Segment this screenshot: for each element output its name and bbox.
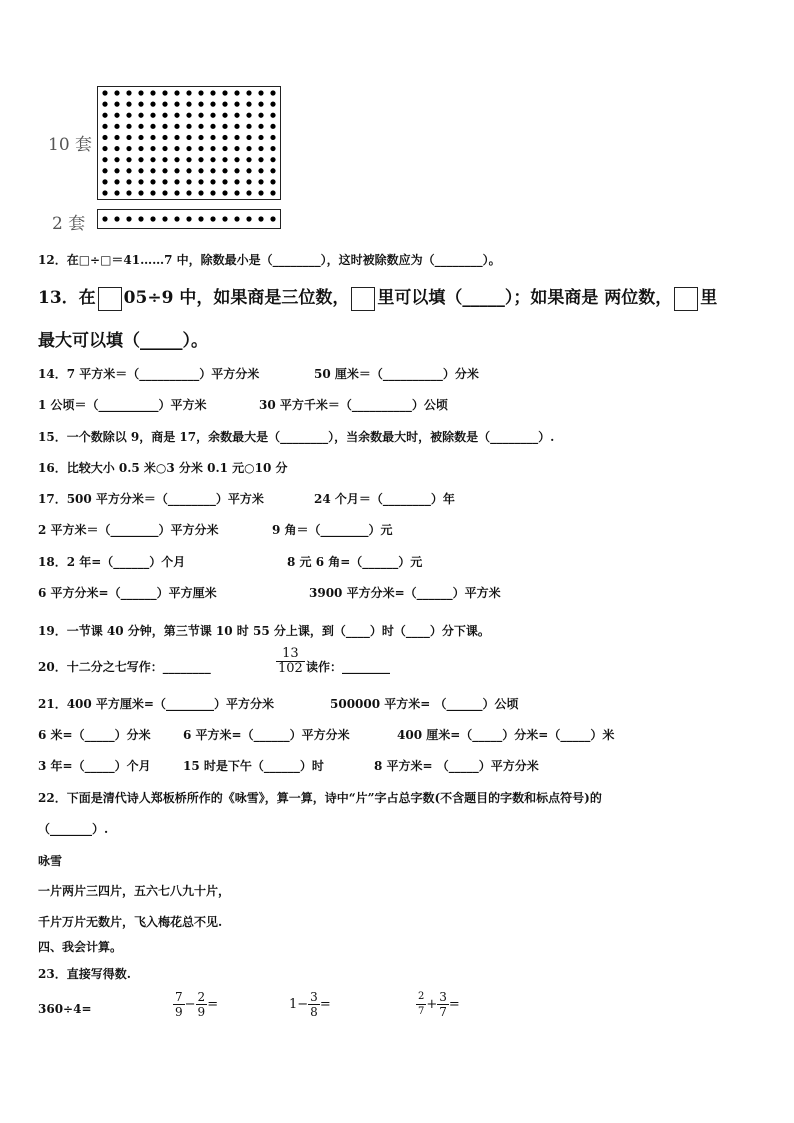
dot — [138, 135, 143, 140]
poem-title: 咏雪 — [38, 854, 63, 868]
dot — [222, 168, 227, 173]
dot — [126, 124, 131, 129]
dot — [246, 113, 251, 118]
calc-2-num-2: 2 — [197, 990, 206, 1004]
dot — [222, 179, 227, 184]
dot — [114, 146, 119, 151]
dot — [150, 113, 155, 118]
calc-3-equals: = — [319, 997, 331, 1012]
dot — [138, 113, 143, 118]
question-17-d: 9 角＝（________）元 — [272, 523, 393, 537]
dot — [270, 216, 275, 221]
dot — [210, 135, 215, 140]
dot — [114, 135, 119, 140]
dot — [102, 190, 107, 195]
dot — [270, 124, 275, 129]
dot — [174, 124, 179, 129]
q13-part-a: 13．在 — [38, 288, 96, 308]
calc-2-den-2: 9 — [197, 1005, 206, 1019]
blank-box-3[interactable] — [674, 287, 698, 311]
dot — [174, 179, 179, 184]
dot-grid-bottom-svg — [98, 210, 280, 228]
calc-4-num-1: 2 — [416, 990, 426, 1005]
dot — [258, 146, 263, 151]
dot — [210, 124, 215, 129]
dot — [246, 90, 251, 95]
poem-line-1: 一片两片三四片，五六七八九十片， — [38, 884, 231, 898]
dot — [126, 157, 131, 162]
calc-3-den: 8 — [310, 1005, 318, 1019]
dot — [210, 102, 215, 107]
dot — [234, 146, 239, 151]
dot — [210, 168, 215, 173]
dot — [198, 157, 203, 162]
dot — [102, 135, 107, 140]
dot — [270, 90, 275, 95]
dot — [126, 135, 131, 140]
question-21-b: 500000 平方米= （______）公顷 — [330, 697, 519, 711]
dot — [258, 190, 263, 195]
dot — [114, 113, 119, 118]
calc-4-den-2: 7 — [439, 1005, 447, 1019]
dot — [162, 135, 167, 140]
dot — [162, 216, 167, 221]
dot — [186, 216, 191, 221]
dot — [162, 90, 167, 95]
dot — [126, 102, 131, 107]
question-21-a: 21．400 平方厘米=（________）平方分米 — [38, 697, 274, 711]
dot — [222, 190, 227, 195]
dot — [258, 124, 263, 129]
dot — [198, 113, 203, 118]
dot-grid-1-row — [97, 209, 281, 229]
question-20-fraction — [276, 647, 305, 676]
question-20-a: 20．十二分之七写作：________ — [38, 660, 211, 674]
dot — [126, 179, 131, 184]
dot — [138, 168, 143, 173]
dot — [114, 216, 119, 221]
calc-3 — [289, 990, 331, 1019]
question-21-c: 6 米=（_____）分米 — [38, 728, 151, 742]
blank-box-1[interactable] — [98, 287, 122, 311]
dot — [270, 168, 275, 173]
dot — [222, 146, 227, 151]
calc-3-num: 3 — [310, 990, 318, 1004]
question-14-c: 1 公顷＝（__________）平方米 — [38, 398, 207, 412]
dot — [186, 113, 191, 118]
dot — [162, 146, 167, 151]
figure-label-2-sets: 2 套 — [52, 214, 86, 234]
dot — [222, 216, 227, 221]
question-14-d: 30 平方千米＝（__________）公顷 — [259, 398, 448, 412]
dot — [198, 190, 203, 195]
calc-2-operator: − — [184, 997, 196, 1012]
dot — [234, 135, 239, 140]
dot — [186, 168, 191, 173]
dot — [210, 179, 215, 184]
question-21-e: 400 厘米=（_____）分米=（_____）米 — [397, 728, 615, 742]
question-17-c: 2 平方米＝（________）平方分米 — [38, 523, 219, 537]
dot — [234, 90, 239, 95]
calc-4-num-2: 3 — [439, 990, 447, 1004]
dot — [114, 157, 119, 162]
dot — [150, 146, 155, 151]
dot — [162, 113, 167, 118]
dot — [246, 124, 251, 129]
dot — [186, 179, 191, 184]
dot — [174, 190, 179, 195]
calc-1: 360÷4= — [38, 1002, 92, 1016]
dot — [126, 168, 131, 173]
dot — [174, 113, 179, 118]
dot — [102, 216, 107, 221]
dot — [162, 102, 167, 107]
dot — [258, 179, 263, 184]
q13-part-c: 里可以填（_____）；如果商是 两位数， — [377, 288, 673, 308]
dot — [258, 135, 263, 140]
dot — [270, 179, 275, 184]
dot — [234, 102, 239, 107]
dot — [198, 216, 203, 221]
dot — [138, 157, 143, 162]
dot — [126, 146, 131, 151]
section-4-heading: 四、我会计算。 — [38, 940, 123, 954]
dot — [210, 146, 215, 151]
fraction-denominator: 102 — [278, 661, 303, 676]
question-17-a: 17．500 平方分米＝（________）平方米 — [38, 492, 264, 506]
dot — [102, 102, 107, 107]
calc-4-den-1: 7 — [418, 1006, 425, 1017]
dot — [234, 190, 239, 195]
dot — [210, 216, 215, 221]
dot — [162, 190, 167, 195]
calc-2-den-1: 9 — [175, 1005, 183, 1019]
dot — [270, 146, 275, 151]
dot — [150, 90, 155, 95]
dot — [186, 146, 191, 151]
dot — [126, 90, 131, 95]
dot — [258, 216, 263, 221]
dot — [174, 90, 179, 95]
dot — [114, 168, 119, 173]
dot — [270, 102, 275, 107]
question-18-d: 3900 平方分米=（______）平方米 — [309, 586, 501, 600]
blank-box-2[interactable] — [351, 287, 375, 311]
dot — [138, 190, 143, 195]
question-12: 12．在□÷□＝41……7 中，除数最小是（________），这时被除数应为（________）。 — [38, 253, 501, 267]
question-17-b: 24 个月＝（________）年 — [314, 492, 455, 506]
dot — [186, 135, 191, 140]
dot — [198, 146, 203, 151]
question-18-c: 6 平方分米=（______）平方厘米 — [38, 586, 217, 600]
dot — [150, 190, 155, 195]
figure-label-10-sets: 10 套 — [48, 135, 93, 155]
question-21-d: 6 平方米=（______）平方分米 — [183, 728, 350, 742]
dot — [234, 179, 239, 184]
dot — [186, 190, 191, 195]
dot — [174, 168, 179, 173]
dot — [114, 190, 119, 195]
dot — [186, 157, 191, 162]
dot — [114, 102, 119, 107]
question-14-a: 14．7 平方米＝（__________）平方分米 — [38, 367, 260, 381]
dot — [150, 102, 155, 107]
dot — [186, 124, 191, 129]
dot — [126, 113, 131, 118]
dot — [150, 135, 155, 140]
dot — [102, 113, 107, 118]
calc-2-num-1: 7 — [175, 990, 183, 1004]
dot — [162, 179, 167, 184]
dot — [174, 157, 179, 162]
calc-2 — [173, 990, 218, 1019]
question-18-a: 18．2 年=（______）个月 — [38, 555, 186, 569]
question-13-line-1 — [38, 283, 717, 311]
dot — [246, 190, 251, 195]
dot — [126, 190, 131, 195]
dot — [198, 168, 203, 173]
dot — [162, 168, 167, 173]
calc-4-equals: = — [448, 997, 460, 1012]
dot — [162, 124, 167, 129]
dot — [234, 216, 239, 221]
dot — [246, 216, 251, 221]
question-15: 15．一个数除以 9，商是 17，余数最大是（________），当余数最大时，被除数是（________）. — [38, 430, 555, 444]
dot — [222, 90, 227, 95]
dot — [102, 168, 107, 173]
dot — [198, 135, 203, 140]
dot-grid-10-rows — [97, 86, 281, 200]
dot — [174, 135, 179, 140]
calc-3-prefix: 1− — [289, 997, 309, 1012]
dot — [162, 157, 167, 162]
dot — [246, 179, 251, 184]
calc-4 — [416, 990, 460, 1019]
dot — [138, 124, 143, 129]
dot — [150, 179, 155, 184]
dot — [186, 102, 191, 107]
calc-2-equals: = — [207, 997, 219, 1012]
dot — [210, 190, 215, 195]
poem-line-2: 千片万片无数片，飞入梅花总不见. — [38, 915, 223, 929]
dot — [222, 124, 227, 129]
dot — [270, 135, 275, 140]
dot — [234, 124, 239, 129]
question-21-g: 15 时是下午（______）时 — [183, 759, 324, 773]
dot — [246, 135, 251, 140]
dot — [138, 90, 143, 95]
dot — [114, 179, 119, 184]
dot — [210, 157, 215, 162]
dot — [270, 157, 275, 162]
dot — [198, 102, 203, 107]
dot — [258, 157, 263, 162]
dot — [138, 216, 143, 221]
dot — [222, 113, 227, 118]
dot — [150, 216, 155, 221]
question-20-b: 读作：________ — [306, 660, 391, 674]
dot — [102, 124, 107, 129]
dot-grid-top-svg — [98, 87, 280, 199]
dot — [270, 190, 275, 195]
dot — [114, 124, 119, 129]
dot — [102, 90, 107, 95]
dot — [246, 157, 251, 162]
dot — [258, 102, 263, 107]
calc-4-operator: + — [426, 997, 438, 1012]
dot — [198, 90, 203, 95]
dot — [246, 168, 251, 173]
dot — [222, 102, 227, 107]
dot — [258, 90, 263, 95]
dot — [210, 90, 215, 95]
dot — [198, 124, 203, 129]
q13-part-b: 05÷9 中，如果商是三位数， — [123, 288, 350, 308]
question-22-a: 22．下面是清代诗人郑板桥所作的《咏雪》，算一算，诗中“片”字占总字数(不含题目的字数和标点符号)的 — [38, 791, 602, 805]
question-22-b: （_______）. — [38, 822, 109, 836]
dot — [102, 179, 107, 184]
question-23: 23．直接写得数. — [38, 967, 131, 981]
dot — [114, 90, 119, 95]
dot — [174, 102, 179, 107]
dot — [102, 157, 107, 162]
dot — [102, 146, 107, 151]
dot — [234, 157, 239, 162]
dot — [210, 113, 215, 118]
question-19: 19．一节课 40 分钟，第三节课 10 时 55 分上课，到（____）时（____）分下课。 — [38, 624, 490, 638]
question-13-line-2: 最大可以填（_____）。 — [38, 331, 208, 351]
dot — [222, 135, 227, 140]
dot — [246, 102, 251, 107]
fraction-numerator: 13 — [276, 647, 305, 662]
dot — [150, 124, 155, 129]
dot — [174, 146, 179, 151]
dot — [258, 113, 263, 118]
dot — [270, 113, 275, 118]
dot — [150, 168, 155, 173]
dot — [138, 146, 143, 151]
dot — [258, 168, 263, 173]
dot — [150, 157, 155, 162]
dot — [234, 113, 239, 118]
dot — [126, 216, 131, 221]
dot — [222, 157, 227, 162]
dot — [138, 102, 143, 107]
question-18-b: 8 元 6 角=（______）元 — [287, 555, 423, 569]
dot — [174, 216, 179, 221]
dot — [234, 168, 239, 173]
question-21-h: 8 平方米= （_____）平方分米 — [374, 759, 539, 773]
question-16: 16．比较大小 0.5 米○3 分米 0.1 元○10 分 — [38, 461, 288, 475]
dot — [246, 146, 251, 151]
dot — [198, 179, 203, 184]
question-14-b: 50 厘米＝（__________）分米 — [314, 367, 479, 381]
q13-part-d: 里 — [700, 288, 718, 308]
dot — [186, 90, 191, 95]
question-21-f: 3 年=（_____）个月 — [38, 759, 151, 773]
dot — [138, 179, 143, 184]
